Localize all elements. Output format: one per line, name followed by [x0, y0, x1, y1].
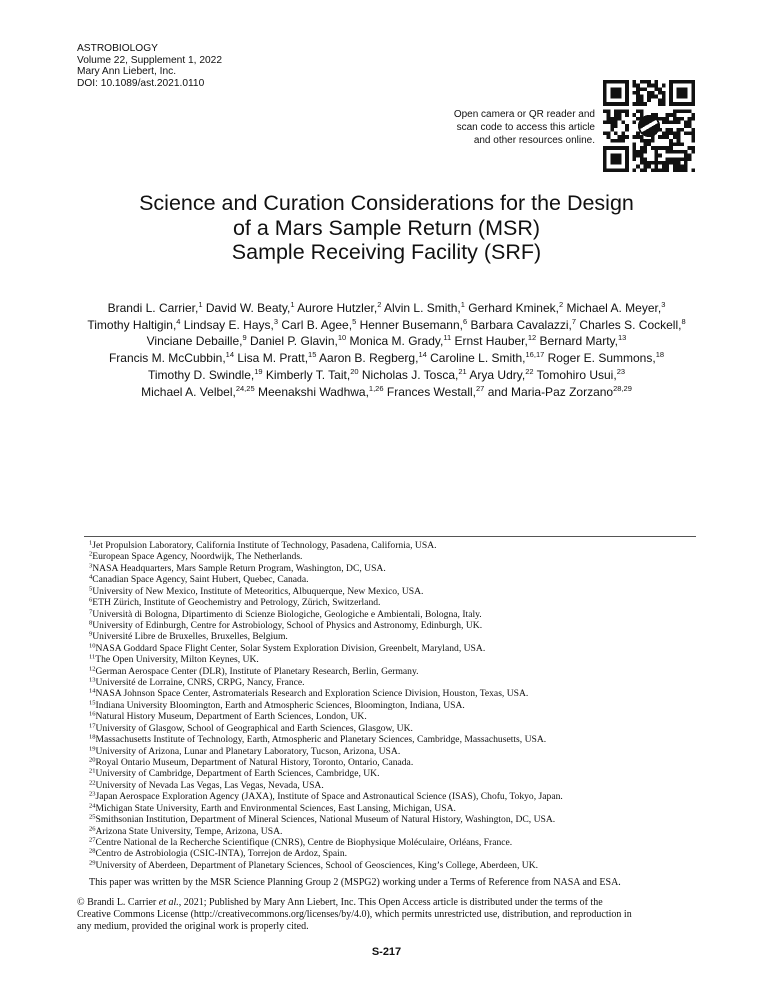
- affiliation-text: The Open University, Milton Keynes, UK.: [95, 654, 259, 666]
- author: [297, 301, 381, 315]
- license-statement: [77, 897, 697, 932]
- author: [206, 301, 295, 315]
- author: [579, 318, 685, 332]
- affiliation-number: 28: [89, 847, 96, 855]
- affiliation: [89, 768, 729, 779]
- author-affiliation-marker: 12: [527, 333, 537, 343]
- affiliation: [89, 654, 729, 665]
- author-name: Francis M. McCubbin,: [108, 351, 226, 366]
- author-name: Frances Westall,: [386, 384, 477, 399]
- author-name: Tomohiro Usui,: [536, 367, 617, 382]
- author: [566, 301, 665, 315]
- author-line: [40, 300, 733, 317]
- author: [258, 385, 384, 399]
- author-affiliation-marker: 11: [443, 333, 452, 343]
- affiliation: [89, 666, 729, 677]
- title-line: Sample Receiving Facility (SRF): [231, 240, 542, 264]
- affiliation-number: 17: [89, 722, 96, 730]
- affiliation-number: 7: [89, 608, 93, 616]
- affiliation-number: 19: [89, 745, 96, 753]
- affiliation-text: NASA Johnson Space Center, Astromaterials Research and Exploration Science Division, Houston, Texas, USA.: [95, 688, 529, 700]
- author-name: Nicholas J. Tosca,: [361, 367, 459, 382]
- qr-caption-line: scan code to access this article: [456, 122, 595, 133]
- affiliation-text: Université Libre de Bruxelles, Bruxelles, Belgium.: [92, 631, 288, 643]
- affiliation: [89, 814, 729, 825]
- author: [362, 368, 467, 382]
- author-affiliation-marker: 24,25: [235, 383, 255, 393]
- author-affiliation-marker: 1,26: [368, 383, 384, 393]
- affiliation-number: 3: [89, 562, 93, 570]
- author: [281, 318, 356, 332]
- affiliation: [89, 597, 729, 608]
- affiliation-text: University of Cambridge, Department of Earth Sciences, Cambridge, UK.: [95, 768, 380, 780]
- author-name: Bernard Marty,: [539, 334, 618, 349]
- author-affiliation-marker: 4: [176, 316, 181, 326]
- author-name: Michael A. Velbel,: [141, 384, 236, 399]
- author-affiliation-marker: 1: [460, 300, 465, 309]
- author-name: Kimberly T. Tait,: [265, 367, 351, 382]
- journal-volume: Volume 22, Supplement 1, 2022: [77, 54, 222, 66]
- affiliation-text: Michigan State University, Earth and Environmental Sciences, East Lansing, Michigan, USA.: [95, 802, 456, 814]
- author: [387, 385, 484, 399]
- author-affiliation-marker: 2: [377, 300, 382, 309]
- affiliation-text: Centre National de la Recherche Scientifique (CNRS), Centre de Biophysique Moléculaire, Orléans, France.: [95, 836, 513, 848]
- author: [141, 385, 255, 399]
- author-affiliation-marker: 2: [558, 300, 564, 309]
- affiliation-text: European Space Agency, Noordwijk, The Netherlands.: [92, 551, 303, 563]
- affiliation-text: Royal Ontario Museum, Department of Natural History, Toronto, Ontario, Canada.: [95, 757, 414, 769]
- affiliation-number: 20: [89, 756, 96, 764]
- license-line: any medium, provided the original work is properly cited.: [77, 920, 309, 932]
- author: [108, 301, 203, 315]
- author-line: [40, 367, 733, 384]
- affiliation-number: 14: [89, 687, 96, 695]
- affiliation-text: Natural History Museum, Department of Earth Sciences, London, UK.: [95, 711, 367, 723]
- author-affiliation-marker: 15: [308, 350, 317, 360]
- title-line: Science and Curation Considerations for the Design: [139, 191, 634, 215]
- qr-caption-line: Open camera or QR reader and: [453, 109, 595, 120]
- author-name: Monica M. Grady,: [349, 334, 444, 349]
- affiliation: [89, 780, 729, 791]
- affiliation-text: Università di Bologna, Dipartimento di Scienze Biologiche, Geologiche e Ambientali, Bologna, Italy.: [92, 608, 482, 620]
- author: [184, 318, 278, 332]
- affiliation: [89, 791, 729, 802]
- author-affiliation-marker: 3: [273, 316, 279, 326]
- copyright-text: © Brandi L. Carrier: [77, 897, 159, 908]
- affiliation-text: University of Edinburgh, Centre for Astrobiology, School of Physics and Astronomy, Edinburgh, UK.: [92, 619, 483, 631]
- author-name: Henner Busemann,: [359, 317, 463, 332]
- author-name: Brandi L. Carrier,: [107, 301, 199, 315]
- affiliation-text: University of Nevada Las Vegas, Las Vegas, Nevada, USA.: [95, 779, 324, 791]
- author-affiliation-marker: 27: [476, 383, 485, 393]
- author-name: Daniel P. Glavin,: [250, 334, 338, 349]
- journal-name: ASTROBIOLOGY: [77, 43, 158, 54]
- author: [540, 334, 627, 348]
- affiliation: [89, 837, 729, 848]
- author-affiliation-marker: 9: [242, 333, 247, 343]
- author: [468, 301, 563, 315]
- article-title: [40, 191, 733, 265]
- license-text: , 2021; Published by Mary Ann Liebert, Inc. This Open Access article is distributed under the terms of the: [178, 897, 603, 908]
- affiliation-text: Université de Lorraine, CNRS, CRPG, Nancy, France.: [95, 677, 305, 689]
- affiliation: [89, 620, 729, 631]
- qr-code-icon[interactable]: [603, 80, 695, 172]
- affiliation: [89, 540, 729, 551]
- affiliation-text: Canadian Space Agency, Saint Hubert, Quebec, Canada.: [92, 574, 309, 586]
- affiliation: [89, 723, 729, 734]
- author-affiliation-marker: 14: [225, 350, 234, 360]
- affiliation-text: University of Aberdeen, Department of Planetary Sciences, School of Geosciences, King’s College, Aberdeen, UK.: [95, 859, 539, 871]
- affiliation-number: 23: [89, 790, 96, 798]
- affiliation: [89, 563, 729, 574]
- et-al: et al.: [158, 897, 179, 908]
- affiliation-text: University of Glasgow, School of Geographical and Earth Sciences, Glasgow, UK.: [95, 722, 413, 734]
- affiliation-number: 16: [89, 710, 96, 718]
- qr-caption: [425, 108, 595, 147]
- author-name: Barbara Cavalazzi,: [470, 317, 572, 332]
- affiliation-text: NASA Headquarters, Mars Sample Return Program, Washington, DC, USA.: [92, 562, 386, 574]
- affiliation-text: Smithsonian Institution, Department of Mineral Sciences, National Museum of Natural History, Washington, DC, USA.: [95, 814, 556, 826]
- affiliation: [89, 746, 729, 757]
- affiliation-number: 4: [89, 573, 93, 581]
- author-affiliation-marker: 28,29: [613, 383, 632, 393]
- affiliation: [89, 757, 729, 768]
- affiliation-number: 18: [89, 733, 96, 741]
- author-name: Meenakshi Wadhwa,: [257, 384, 369, 399]
- affiliation-number: 6: [89, 596, 93, 604]
- author-name: Michael A. Meyer,: [566, 301, 662, 315]
- affiliation-number: 10: [89, 642, 96, 650]
- affiliation: [89, 711, 729, 722]
- author-name: Lisa M. Pratt,: [237, 351, 309, 366]
- author-line: [40, 333, 733, 350]
- author: [148, 368, 263, 382]
- affiliation: [89, 586, 729, 597]
- author-line: [40, 384, 733, 401]
- author-affiliation-marker: 5: [352, 316, 357, 326]
- affiliation-text: Indiana University Bloomington, Earth and Atmospheric Sciences, Bloomington, Indiana, USA.: [95, 699, 465, 711]
- author-name: Carl B. Agee,: [281, 317, 353, 332]
- author: [537, 368, 625, 382]
- affiliation-number: 5: [89, 585, 93, 593]
- affiliation: [89, 860, 729, 871]
- affiliation-number: 1: [89, 539, 93, 547]
- affiliation-number: 2: [89, 550, 93, 558]
- affiliation-text: Centro de Astrobiologia (CSIC-INTA), Torrejon de Ardoz, Spain.: [95, 848, 348, 860]
- affiliation: [89, 677, 729, 688]
- msr-planning-note: This paper was written by the MSR Science Planning Group 2 (MSPG2) working under a Terms of Reference from NASA and ESA.: [89, 877, 621, 888]
- affiliation: [89, 803, 729, 814]
- affiliation-number: 26: [89, 825, 96, 833]
- author-affiliation-marker: 7: [571, 316, 577, 326]
- affiliation-number: 11: [89, 653, 96, 661]
- affiliation: [89, 700, 729, 711]
- affiliation-list: [89, 540, 729, 871]
- affiliation-number: 15: [89, 699, 96, 707]
- affiliation-number: 22: [89, 779, 96, 787]
- affiliation-number: 24: [89, 802, 96, 810]
- author-name: Alvin L. Smith,: [384, 301, 461, 315]
- author-name: Roger E. Summons,: [547, 351, 656, 366]
- author-name: Caroline L. Smith,: [430, 351, 526, 366]
- author-name: Timothy D. Swindle,: [147, 367, 255, 382]
- affiliation: [89, 631, 729, 642]
- affiliation-number: 25: [89, 813, 96, 821]
- affiliation-text: University of New Mexico, Institute of Meteoritics, Albuquerque, New Mexico, USA.: [92, 585, 424, 597]
- author-affiliation-marker: 22: [525, 366, 534, 376]
- author-name: Aurore Hutzler,: [297, 301, 378, 315]
- author: [109, 351, 234, 365]
- author-affiliation-marker: 19: [254, 366, 263, 376]
- affiliation-text: Arizona State University, Tempe, Arizona, USA.: [95, 825, 283, 837]
- author-affiliation-marker: 10: [337, 333, 347, 343]
- author-affiliation-marker: 16,17: [525, 350, 545, 360]
- author-line: [40, 317, 733, 334]
- author: [250, 334, 346, 348]
- author-affiliation-marker: 6: [463, 316, 468, 326]
- author: [87, 318, 180, 332]
- author-affiliation-marker: 20: [350, 366, 359, 376]
- affiliation-number: 27: [89, 836, 96, 844]
- journal-publisher: Mary Ann Liebert, Inc.: [77, 66, 177, 78]
- affiliation-text: Jet Propulsion Laboratory, California Institute of Technology, Pasadena, California, USA.: [92, 540, 437, 551]
- affiliation: [89, 551, 729, 562]
- affiliation-text: Japan Aerospace Exploration Agency (JAXA), Institute of Space and Astronautical Science (ISAS), Chofu, Tokyo, Japan.: [95, 791, 563, 803]
- author-affiliation-marker: 18: [655, 350, 665, 360]
- license-line: [77, 897, 697, 909]
- affiliation-number: 21: [89, 767, 96, 775]
- author: [488, 385, 632, 399]
- author: [548, 351, 664, 365]
- affiliation-number: 9: [89, 630, 93, 638]
- author: [319, 351, 427, 365]
- license-line: Creative Commons License (http://creativecommons.org/licenses/by/4.0), which permits unrestricted use, distribution, and reproduction in: [77, 908, 632, 920]
- author-name: Lindsay E. Hays,: [183, 317, 274, 332]
- affiliation-text: University of Arizona, Lunar and Planetary Laboratory, Tucson, Arizona, USA.: [95, 745, 401, 757]
- affiliation-number: 29: [89, 859, 96, 867]
- author-affiliation-marker: 13: [618, 333, 627, 343]
- journal-doi[interactable]: DOI: 10.1089/ast.2021.0110: [77, 77, 205, 89]
- author-name: Ernst Hauber,: [454, 334, 528, 349]
- author-name: Charles S. Cockell,: [579, 317, 682, 332]
- author: [469, 368, 533, 382]
- author-name: Vinciane Debaille,: [146, 334, 243, 349]
- author: [430, 351, 544, 365]
- affiliation-number: 8: [89, 619, 93, 627]
- affiliation-text: NASA Goddard Space Flight Center, Solar System Exploration Division, Greenbelt, Maryland, USA.: [95, 642, 486, 654]
- author: [454, 334, 536, 348]
- author-affiliation-marker: 3: [661, 300, 666, 309]
- affiliation-number: 13: [89, 676, 96, 684]
- author: [266, 368, 359, 382]
- author: [237, 351, 316, 365]
- affiliation: [89, 734, 729, 745]
- qr-caption-line: and other resources online.: [473, 135, 595, 146]
- affiliation-divider: [84, 536, 696, 537]
- author: [147, 334, 247, 348]
- affiliation: [89, 848, 729, 859]
- author-affiliation-marker: 1: [198, 300, 203, 309]
- author-name: Gerhard Kminek,: [468, 301, 559, 315]
- author-list: [40, 300, 733, 400]
- author-name: Arya Udry,: [469, 367, 526, 382]
- affiliation: [89, 609, 729, 620]
- author-name: Timothy Haltigin,: [87, 317, 177, 332]
- author-affiliation-marker: 23: [616, 366, 626, 376]
- page-number: S-217: [371, 946, 402, 958]
- affiliation: [89, 688, 729, 699]
- author: [471, 318, 577, 332]
- author-name: Aaron B. Regberg,: [319, 351, 419, 366]
- title-line: of a Mars Sample Return (MSR): [232, 215, 541, 240]
- author-name: and Maria-Paz Zorzano: [487, 384, 614, 399]
- affiliation: [89, 574, 729, 585]
- affiliation: [89, 826, 729, 837]
- affiliation-text: German Aerospace Center (DLR), Institute of Planetary Research, Berlin, Germany.: [95, 665, 419, 677]
- affiliation-text: Massachusetts Institute of Technology, Earth, Atmospheric and Planetary Sciences, Cambridge, Massachusetts, USA.: [95, 734, 547, 746]
- author-affiliation-marker: 21: [458, 366, 467, 376]
- affiliation-number: 12: [89, 665, 96, 673]
- author-affiliation-marker: 14: [418, 350, 427, 360]
- author: [350, 334, 452, 348]
- author-affiliation-marker: 8: [681, 316, 686, 326]
- author-line: [40, 350, 733, 367]
- author: [384, 301, 465, 315]
- affiliation-text: ETH Zürich, Institute of Geochemistry and Petrology, Zürich, Switzerland.: [92, 597, 381, 609]
- author-name: David W. Beaty,: [205, 301, 291, 315]
- affiliation: [89, 643, 729, 654]
- author-affiliation-marker: 1: [290, 300, 295, 309]
- journal-header: [77, 43, 222, 89]
- author: [360, 318, 468, 332]
